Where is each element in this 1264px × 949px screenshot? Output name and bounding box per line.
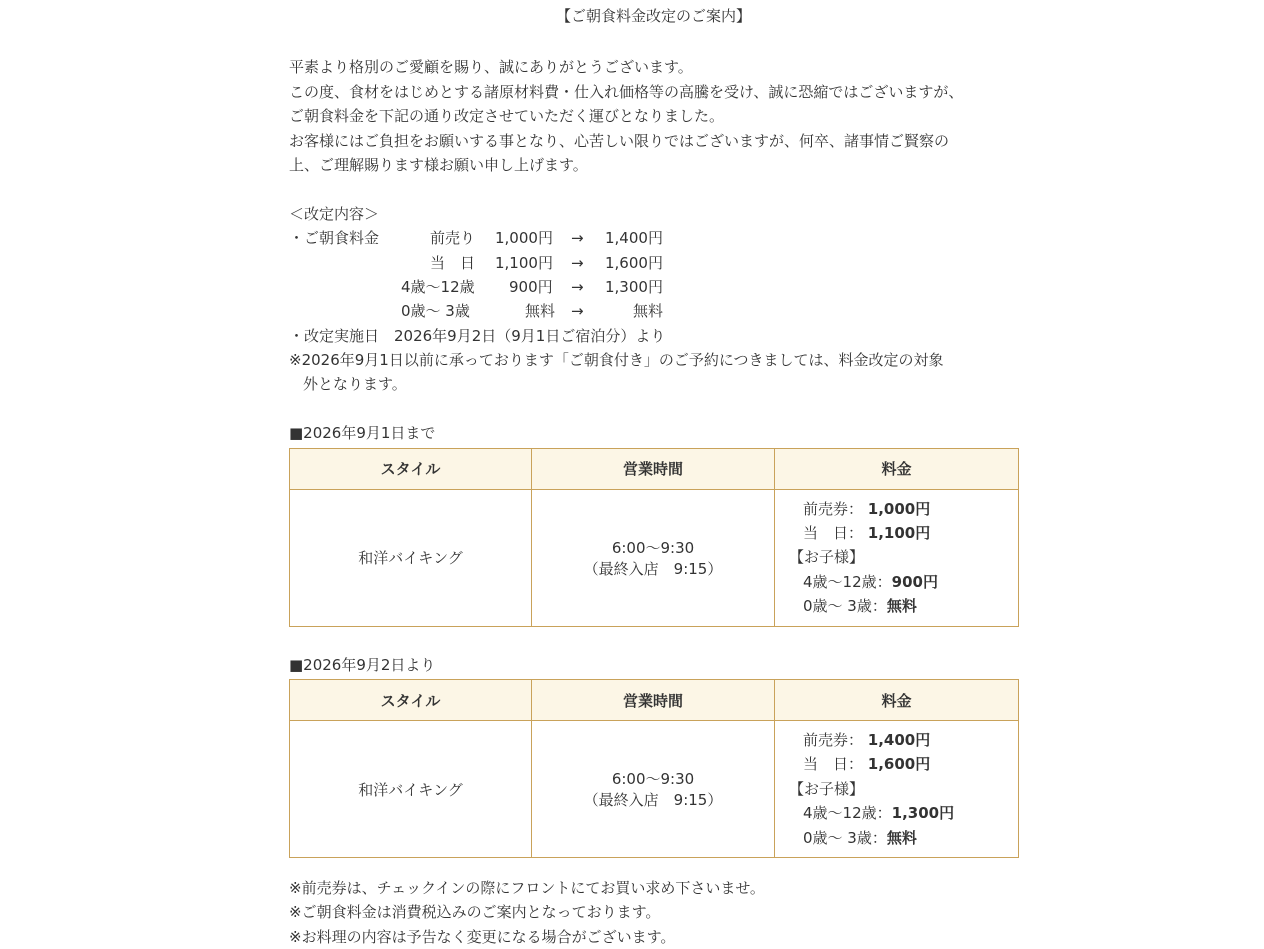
fee-label: 前売券： (803, 731, 864, 750)
hours-cell (532, 721, 775, 858)
revision-note: 外となります。 (303, 375, 407, 394)
intro-line: 平素より格別のご愛顧を賜り、誠にありがとうございます。 (289, 58, 693, 77)
intro-line: ご朝食料金を下記の通り改定させていただく運びとなりました。 (289, 107, 725, 126)
style-cell: 和洋バイキング (290, 721, 532, 858)
hours-cell (532, 489, 775, 626)
header-fee: 料金 (775, 448, 1019, 489)
fee-advance (803, 497, 1017, 521)
revision-row (289, 251, 1018, 275)
fee-cell (775, 489, 1019, 626)
table-caption: ■2026年9月1日まで (289, 424, 436, 443)
fee-price: 1,000円 (867, 499, 931, 518)
revision-category: 4歳～12歳 (401, 277, 475, 296)
fee-price: 1,400円 (867, 731, 931, 750)
fee-child-a (803, 570, 1017, 594)
intro-line: 上、ご理解賜ります様お願い申し上げます。 (289, 155, 588, 174)
header-hours: 営業時間 (532, 680, 775, 721)
fee-price: 1,600円 (867, 755, 931, 774)
table-caption: ■2026年9月2日より (289, 655, 436, 674)
revision-old-price: 1,000円 (495, 229, 553, 248)
revision-new-price: 1,400円 (605, 229, 663, 248)
revision-arrow: → (571, 277, 584, 296)
fee-price: 1,300円 (891, 804, 955, 823)
hours-text: 6:00～9:30 (611, 538, 695, 557)
revision-new-price: 1,600円 (605, 253, 663, 272)
footnote: ※前売券は、チェックインの際にフロントにてお買い求め下さいませ。 (289, 879, 765, 898)
price-table-current (289, 448, 1019, 627)
fee-label: 0歳～ 3歳： (803, 828, 887, 847)
fee-sameday (803, 521, 1017, 545)
revision-old-price: 1,100円 (495, 253, 553, 272)
revision-row (289, 299, 1018, 323)
header-style: スタイル (290, 680, 532, 721)
fee-label: 4歳～12歳： (803, 804, 892, 823)
revision-arrow: → (571, 253, 584, 272)
page-title: 【ご朝食料金改定のご案内】 (555, 7, 751, 25)
fee-label: 前売券： (803, 499, 864, 518)
fee-price: 1,100円 (867, 524, 931, 543)
style-cell: 和洋バイキング (290, 489, 532, 626)
revision-category: 0歳～ 3歳 (401, 302, 470, 321)
revision-arrow: → (571, 302, 584, 321)
hours-text: 6:00～9:30 (611, 770, 695, 789)
fee-label: 4歳～12歳： (803, 572, 892, 591)
intro-paragraph (289, 55, 1018, 177)
fee-price: 無料 (886, 828, 917, 847)
header-hours: 営業時間 (532, 448, 775, 489)
header-style: スタイル (290, 448, 532, 489)
revision-row (289, 226, 1018, 250)
notice-document (289, 0, 1018, 949)
child-heading: 【お子様】 (789, 779, 865, 798)
fee-advance (803, 728, 1017, 752)
child-heading: 【お子様】 (789, 548, 865, 567)
fee-label: 当 日： (803, 755, 864, 774)
revision-new-price: 無料 (633, 302, 664, 321)
header-fee: 料金 (775, 680, 1019, 721)
fee-label: 当 日： (803, 524, 864, 543)
revision-note: ※2026年9月1日以前に承っております「ご朝食付き」のご予約につきましては、料金改定の対象 (289, 351, 944, 370)
fee-label: 0歳～ 3歳： (803, 597, 887, 616)
fee-cell (775, 721, 1019, 858)
footnote: ※ご朝食料金は消費税込みのご案内となっております。 (289, 903, 661, 922)
revision-old-price: 無料 (525, 302, 556, 321)
fee-price: 900円 (891, 572, 938, 591)
revision-row (289, 275, 1018, 299)
revision-heading: ＜改定内容＞ (289, 204, 380, 223)
fee-child-a (803, 801, 1017, 825)
fee-child-b (803, 594, 1017, 618)
revision-section (289, 202, 1018, 397)
revision-arrow: → (571, 229, 584, 248)
last-entry-text: （最終入店 9:15） (583, 559, 723, 578)
intro-line: この度、食材をはじめとする諸原材料費・仕入れ価格等の高騰を受け、誠に恐縮ではございますが、 (289, 82, 964, 101)
intro-line: お客様にはご負担をお願いする事となり、心苦しい限りではございますが、何卒、諸事情ご賢察の (289, 131, 950, 150)
revision-label: ・ご朝食料金 (289, 229, 380, 248)
revision-new-price: 1,300円 (605, 277, 663, 296)
fee-sameday (803, 752, 1017, 776)
footnote: ※お料理の内容は予告なく変更になる場合がございます。 (289, 927, 676, 946)
effective-date: ・改定実施日 2026年9月2日（9月1日ご宿泊分）より (289, 326, 666, 345)
fee-child-b (803, 826, 1017, 850)
revision-category: 前売り (430, 229, 476, 248)
revision-old-price: 900円 (509, 277, 553, 296)
revision-category: 当 日 (430, 253, 476, 272)
price-table-new (289, 679, 1019, 858)
footnotes (289, 876, 1018, 949)
last-entry-text: （最終入店 9:15） (583, 791, 723, 810)
fee-price: 無料 (886, 597, 917, 616)
